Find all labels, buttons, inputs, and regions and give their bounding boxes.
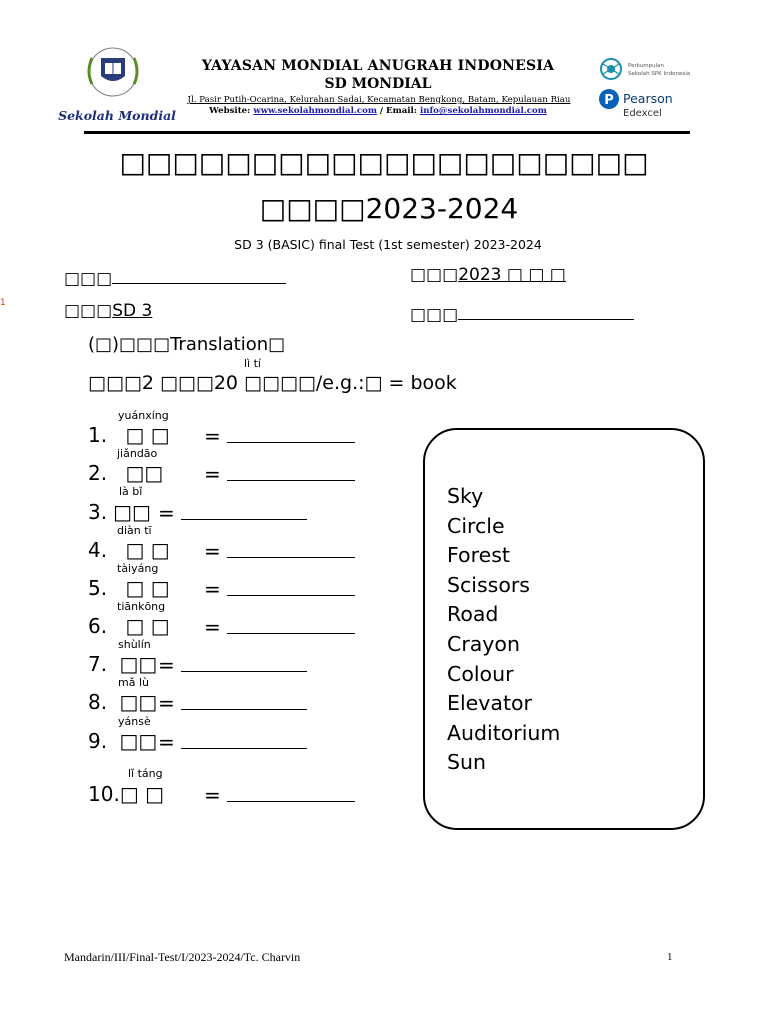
date-field	[410, 265, 566, 285]
item-5-blank[interactable]	[227, 578, 355, 596]
class-value[interactable]: SD 3	[112, 301, 153, 321]
item-6	[88, 614, 170, 638]
instruction-text: □□□2 □□□20 □□□□	[88, 372, 316, 394]
email-label: / Email:	[376, 106, 420, 116]
item-9-equals: =	[158, 730, 175, 754]
item-9-number: 9.	[88, 729, 108, 753]
word-bank-item: Circle	[447, 513, 505, 538]
item-3-hanzi: □□	[113, 500, 151, 524]
section-instruction	[88, 372, 457, 394]
item-3-answer	[158, 501, 307, 525]
item-8-hanzi: □□	[113, 690, 158, 714]
school-logo	[56, 44, 178, 124]
item-3-equals: =	[158, 501, 175, 525]
item-10-blank[interactable]	[227, 784, 355, 802]
date-value[interactable]: 2023 □ □ □	[458, 265, 566, 285]
item-10	[88, 782, 164, 806]
class-field	[64, 301, 152, 321]
item-5-answer	[204, 577, 355, 601]
item-8	[88, 690, 157, 714]
item-1-hanzi: □ □	[119, 423, 170, 447]
score-blank[interactable]	[458, 302, 634, 320]
item-2-hanzi: □□	[119, 461, 164, 485]
spk-text-1: Perkumpulan	[628, 63, 664, 69]
item-4-blank[interactable]	[227, 540, 355, 558]
item-1-pinyin: yuánxíng	[118, 409, 169, 422]
item-4-hanzi: □ □	[119, 538, 170, 562]
item-5-hanzi: □ □	[119, 576, 170, 600]
name-blank[interactable]	[112, 266, 286, 284]
test-year-title	[0, 192, 768, 225]
word-bank-item: Crayon	[447, 631, 520, 656]
word-bank-item: Colour	[447, 661, 514, 686]
class-label: □□□	[64, 301, 113, 321]
item-2-pinyin: jiǎndāo	[117, 447, 158, 460]
year-title-value: 2023-2024	[365, 192, 519, 225]
item-2-equals: =	[204, 462, 221, 486]
item-10-answer	[204, 783, 355, 807]
item-4-equals: =	[204, 539, 221, 563]
contact-line	[192, 106, 564, 116]
word-bank-item: Elevator	[447, 691, 532, 716]
item-3-blank[interactable]	[181, 502, 307, 520]
item-7-blank[interactable]	[181, 654, 307, 672]
item-9-hanzi: □□	[113, 729, 158, 753]
item-8-pinyin: mǎ lù	[118, 676, 149, 689]
item-4	[88, 538, 170, 562]
item-9-blank[interactable]	[181, 731, 307, 749]
school-name: SD MONDIAL	[324, 76, 432, 92]
item-7-hanzi: □□	[113, 652, 158, 676]
word-bank-item: Auditorium	[447, 720, 561, 745]
item-6-blank[interactable]	[227, 616, 355, 634]
item-8-number: 8.	[88, 690, 108, 714]
item-8-blank[interactable]	[181, 692, 307, 710]
word-bank-item: Sun	[447, 750, 486, 775]
edexcel-text: Edexcel	[623, 108, 662, 119]
item-2-blank[interactable]	[227, 463, 355, 481]
item-2	[88, 461, 163, 485]
item-6-hanzi: □ □	[119, 614, 170, 638]
pearson-logo	[598, 88, 698, 120]
item-2-number: 2.	[88, 461, 108, 485]
item-9-pinyin: yánsè	[118, 715, 151, 728]
header-divider	[84, 131, 690, 134]
item-1	[88, 423, 170, 447]
item-10-number: 10.	[88, 782, 120, 806]
item-6-equals: =	[204, 615, 221, 639]
test-subtitle: SD 3 (BASIC) final Test (1st semester) 2023-2024	[234, 237, 542, 252]
word-bank-list	[447, 482, 560, 778]
item-4-answer	[204, 539, 355, 563]
website-link[interactable]: www.sekolahmondial.com	[253, 106, 377, 116]
school-address: Jl. Pasir Putih-Ocarina, Kelurahan Sadai, Kecamatan Bengkong, Batam, Kepulauan Riau	[187, 95, 571, 105]
item-4-number: 4.	[88, 538, 108, 562]
example-pinyin: lì tí	[244, 357, 261, 370]
item-1-blank[interactable]	[227, 425, 355, 443]
section-heading: (□)□□□Translation□	[88, 334, 286, 355]
item-9-answer	[158, 730, 307, 754]
year-title-prefix: □□□□	[259, 192, 366, 225]
item-5-number: 5.	[88, 576, 108, 600]
word-bank-item: Forest	[447, 543, 510, 568]
item-10-pinyin: lǐ táng	[128, 767, 163, 780]
item-7-pinyin: shùlín	[118, 638, 151, 651]
item-6-pinyin: tiānkōng	[117, 600, 166, 613]
item-1-number: 1.	[88, 423, 108, 447]
item-8-answer	[158, 691, 307, 715]
item-3	[88, 500, 151, 524]
item-7-number: 7.	[88, 652, 108, 676]
item-7-equals: =	[158, 653, 175, 677]
name-field	[64, 266, 286, 289]
page-number: 1	[667, 951, 673, 963]
item-3-number: 3.	[88, 500, 108, 524]
item-5-equals: =	[204, 577, 221, 601]
organization-name: YAYASAN MONDIAL ANUGRAH INDONESIA	[201, 58, 555, 74]
item-7-answer	[158, 653, 307, 677]
pearson-text: Pearson	[623, 91, 673, 106]
item-4-pinyin: diàn tī	[117, 524, 152, 537]
word-bank-item: Road	[447, 602, 499, 627]
spk-logo	[598, 56, 698, 84]
item-5	[88, 576, 170, 600]
spk-text-2: Sekolah SPK Indonesia	[628, 71, 691, 77]
svg-text:P: P	[604, 93, 614, 108]
item-3-pinyin: là bǐ	[119, 485, 143, 498]
date-label: □□□	[410, 265, 459, 285]
test-title: □□□□□□□□□□□□□□□□□□□□	[119, 146, 649, 179]
item-1-equals: =	[204, 424, 221, 448]
item-1-answer	[204, 424, 355, 448]
word-bank-item: Scissors	[447, 572, 530, 597]
website-label: Website:	[209, 106, 254, 116]
item-5-pinyin: tàiyáng	[117, 562, 159, 575]
margin-mark: 1	[0, 298, 6, 308]
word-bank-item: Sky	[447, 484, 484, 508]
item-10-equals: =	[204, 783, 221, 807]
item-6-number: 6.	[88, 614, 108, 638]
score-label: □□□	[410, 305, 459, 325]
item-8-equals: =	[158, 691, 175, 715]
logo-text: Sekolah Mondial	[58, 108, 176, 123]
score-field	[410, 302, 634, 325]
footer-text: Mandarin/III/Final-Test/I/2023-2024/Tc. Charvin	[64, 950, 301, 964]
email-link[interactable]: info@sekolahmondial.com	[419, 106, 547, 116]
item-7	[88, 652, 157, 676]
item-2-answer	[204, 462, 355, 486]
name-label: □□□	[64, 269, 113, 289]
item-9	[88, 729, 157, 753]
item-6-answer	[204, 615, 355, 639]
item-10-hanzi: □ □	[119, 782, 164, 806]
instruction-example: /e.g.:□ = book	[315, 372, 457, 394]
